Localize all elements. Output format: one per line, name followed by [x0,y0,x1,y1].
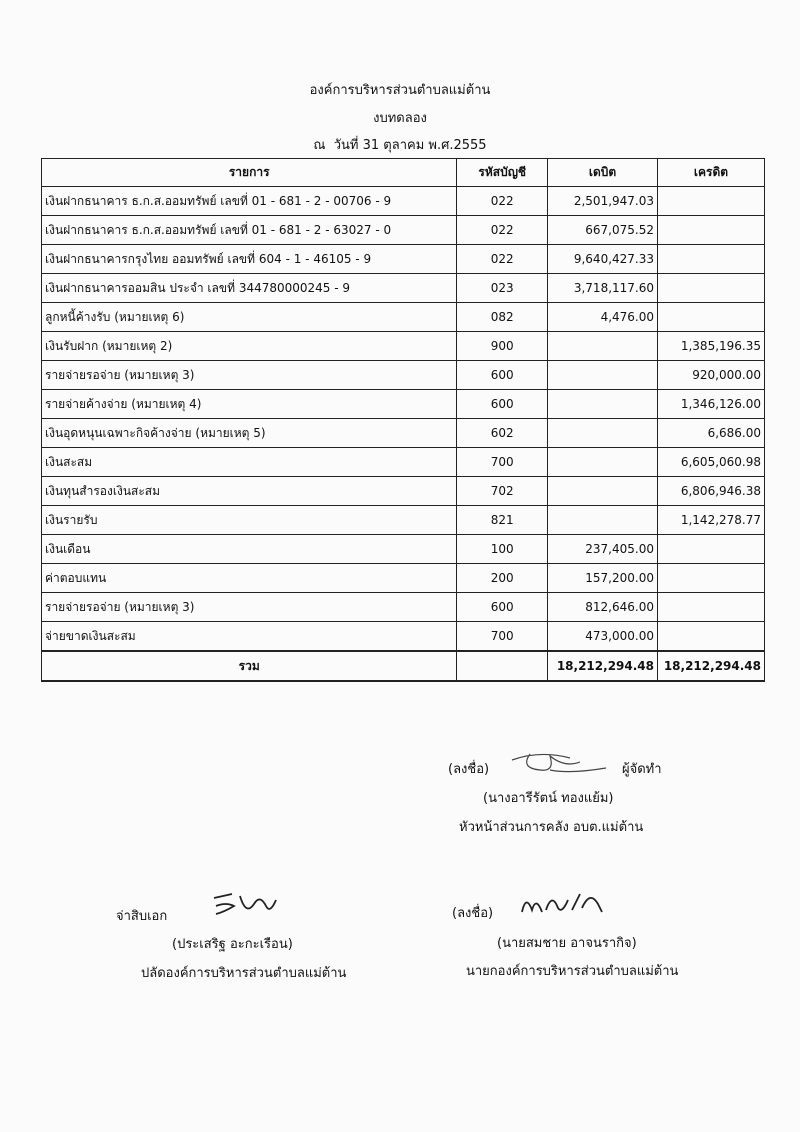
row-debit: 473,000.00 [548,622,658,652]
row-item: เงินฝากธนาคาร ธ.ก.ส.ออมทรัพย์ เลขที่ 01 - 681 - 2 - 00706 - 9 [42,187,457,216]
row-item: ลูกหนี้ค้างรับ (หมายเหตุ 6) [42,303,457,332]
table-header-row [42,159,765,187]
row-debit: 3,718,117.60 [548,274,658,303]
row-debit [548,390,658,419]
row-code: 600 [457,593,548,622]
preparer-name: (นางอารีรัตน์ ทองแย้ม) [483,791,614,806]
clerk-signature-icon [210,890,280,920]
row-credit: 6,605,060.98 [658,448,765,477]
table-row [42,303,765,332]
chief-name: (นายสมชาย อาจนรากิจ) [497,936,637,951]
table-row [42,506,765,535]
row-code: 600 [457,361,548,390]
org-name: องค์การบริหารส่วนตำบลแม่ต้าน [309,83,491,98]
row-debit: 157,200.00 [548,564,658,593]
row-item: เงินเดือน [42,535,457,564]
table-row [42,187,765,216]
row-item: เงินฝากธนาคารออมสิน ประจำ เลขที่ 344780000245 - 9 [42,274,457,303]
row-debit [548,332,658,361]
clerk-name: (ประเสริฐ อะกะเรือน) [172,937,293,952]
preparer-signature-icon [510,748,610,776]
row-code: 700 [457,622,548,652]
row-item: เงินฝากธนาคาร ธ.ก.ส.ออมทรัพย์ เลขที่ 01 - 681 - 2 - 63027 - 0 [42,216,457,245]
row-code: 900 [457,332,548,361]
total-row [42,651,765,681]
trial-balance-table [41,158,765,682]
row-debit [548,361,658,390]
table-row [42,216,765,245]
row-debit: 4,476.00 [548,303,658,332]
table-row [42,593,765,622]
row-credit [658,187,765,216]
table-row [42,419,765,448]
table-row [42,332,765,361]
row-credit [658,303,765,332]
row-item: รายจ่ายรอจ่าย (หมายเหตุ 3) [42,361,457,390]
row-code: 200 [457,564,548,593]
table-row [42,477,765,506]
col-header-debit: เดบิต [548,159,658,187]
row-item: เงินทุนสำรองเงินสะสม [42,477,457,506]
row-debit [548,419,658,448]
date-text: วันที่ 31 ตุลาคม พ.ศ.2555 [333,138,487,153]
document-title: งบทดลอง [373,111,427,126]
chief-position: นายกองค์การบริหารส่วนตำบลแม่ต้าน [466,964,679,979]
date-prefix: ณ [313,138,326,153]
row-code: 023 [457,274,548,303]
row-debit: 2,501,947.03 [548,187,658,216]
col-header-credit: เครดิต [658,159,765,187]
table-row [42,564,765,593]
row-credit [658,593,765,622]
row-code: 082 [457,303,548,332]
row-code: 100 [457,535,548,564]
row-item: รายจ่ายรอจ่าย (หมายเหตุ 3) [42,593,457,622]
preparer-role: ผู้จัดทำ [622,762,662,777]
row-code: 022 [457,187,548,216]
row-code: 022 [457,216,548,245]
row-credit [658,564,765,593]
table-row [42,274,765,303]
row-debit: 812,646.00 [548,593,658,622]
row-debit [548,477,658,506]
col-header-code: รหัสบัญชี [457,159,548,187]
row-code: 821 [457,506,548,535]
row-item: เงินฝากธนาคารกรุงไทย ออมทรัพย์ เลขที่ 604 - 1 - 46105 - 9 [42,245,457,274]
row-item: ค่าตอบแทน [42,564,457,593]
clerk-rank: จ่าสิบเอก [116,909,168,924]
row-credit [658,535,765,564]
chief-signature-icon [518,886,608,920]
total-code-cell [457,651,548,681]
table-row [42,390,765,419]
preparer-position: หัวหน้าส่วนการคลัง อบต.แม่ต้าน [459,820,644,835]
row-item: เงินสะสม [42,448,457,477]
row-credit: 6,806,946.38 [658,477,765,506]
table-body [42,187,765,652]
row-code: 022 [457,245,548,274]
row-credit: 1,385,196.35 [658,332,765,361]
table-row [42,361,765,390]
total-credit: 18,212,294.48 [658,651,765,681]
row-credit [658,274,765,303]
row-code: 702 [457,477,548,506]
row-debit [548,448,658,477]
document-date [0,134,800,155]
row-code: 600 [457,390,548,419]
total-label: รวม [42,651,457,681]
row-credit [658,622,765,652]
row-credit: 920,000.00 [658,361,765,390]
preparer-sign-label: (ลงชื่อ) [448,762,490,777]
row-item: เงินรับฝาก (หมายเหตุ 2) [42,332,457,361]
table-row [42,535,765,564]
row-item: รายจ่ายค้างจ่าย (หมายเหตุ 4) [42,390,457,419]
total-debit: 18,212,294.48 [548,651,658,681]
row-credit [658,216,765,245]
row-item: เงินรายรับ [42,506,457,535]
clerk-position: ปลัดองค์การบริหารส่วนตำบลแม่ต้าน [141,966,347,981]
row-debit: 667,075.52 [548,216,658,245]
row-item: เงินอุดหนุนเฉพาะกิจค้างจ่าย (หมายเหตุ 5) [42,419,457,448]
row-code: 602 [457,419,548,448]
row-credit: 1,142,278.77 [658,506,765,535]
row-debit: 9,640,427.33 [548,245,658,274]
row-debit: 237,405.00 [548,535,658,564]
row-credit: 1,346,126.00 [658,390,765,419]
row-credit: 6,686.00 [658,419,765,448]
table-row [42,245,765,274]
chief-sign-label: (ลงชื่อ) [452,906,494,921]
table-row [42,448,765,477]
row-code: 700 [457,448,548,477]
col-header-item: รายการ [42,159,457,187]
row-item: จ่ายขาดเงินสะสม [42,622,457,652]
table-row [42,622,765,652]
row-debit [548,506,658,535]
row-credit [658,245,765,274]
